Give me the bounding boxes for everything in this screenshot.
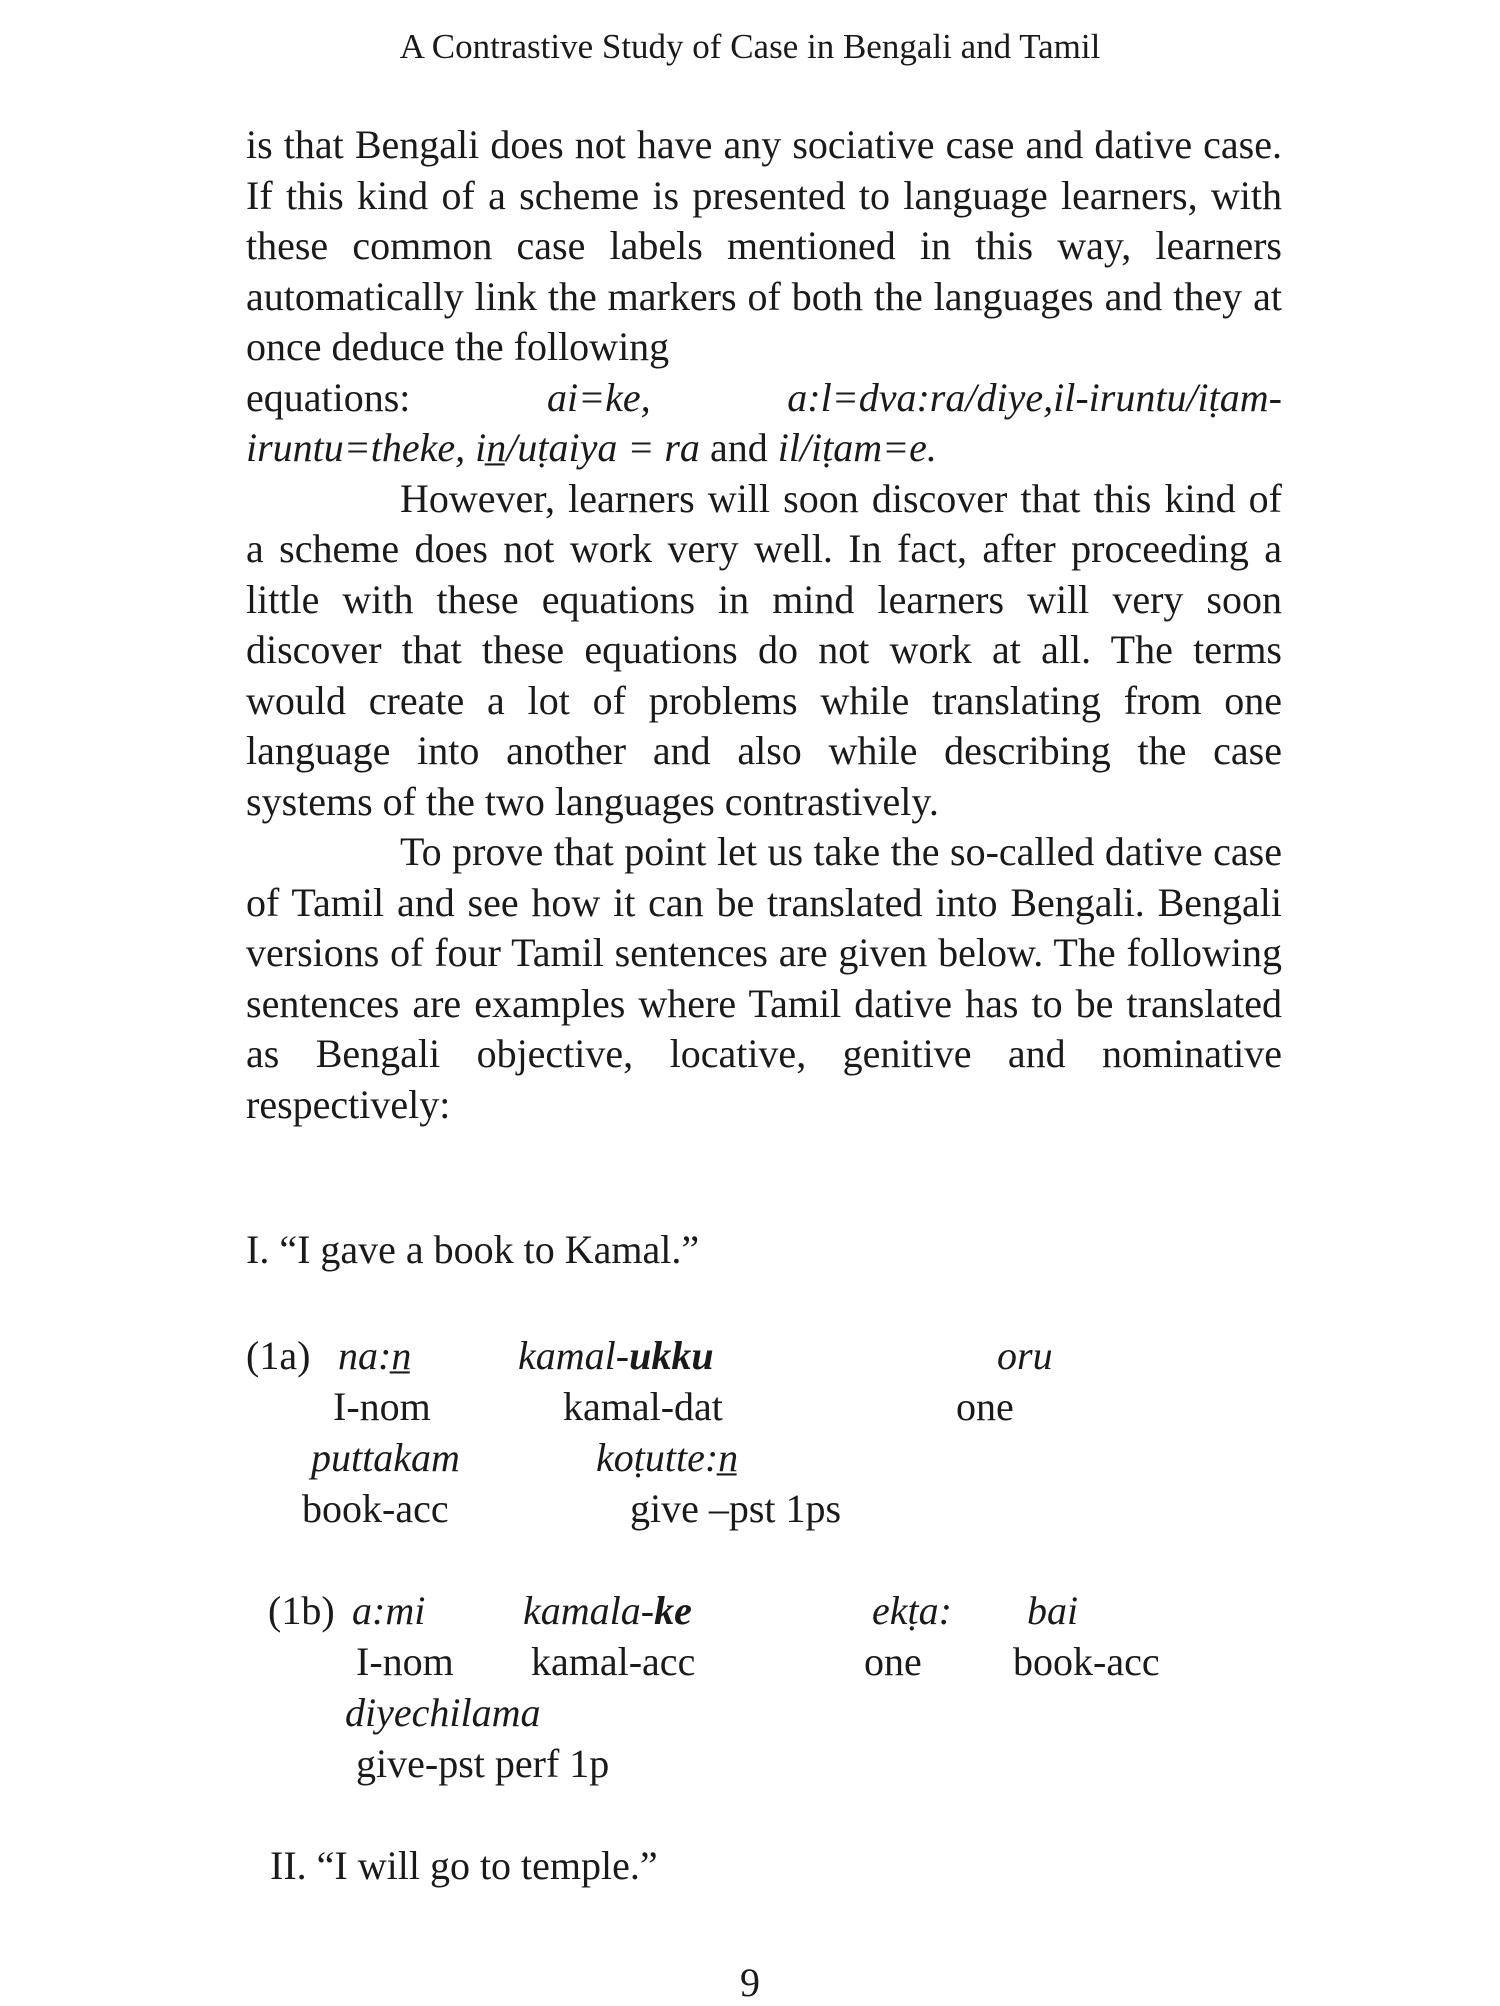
example-1b-gloss-4: book-acc [1013,1639,1160,1684]
example-1b-gloss-3: one [864,1639,922,1684]
body-text [246,120,1282,1130]
example-heading-1: I. “I gave a book to Kamal.” [246,1227,700,1272]
example-1a-word-1: na:n̲ [338,1333,412,1378]
example-1a-gloss-2: kamal-dat [563,1384,723,1429]
paragraph-lead: is that Bengali does not have any sociative case and dative case. If this kind of a scheme is presented to language learners, with these common case labels mentioned in this way, learners automatically link the markers of both the languages and they at once deduce the following [246,122,1282,369]
example-1b-word-5: diyechilama [345,1690,541,1735]
equation-3: iruntu=theke, in̲/uṭaiya = ra [246,425,700,470]
example-1b-gloss-2: kamal-acc [531,1639,696,1684]
example-1a-word-4: puttakam [311,1435,460,1480]
equations-tail [246,425,937,470]
equation-conjunction: and [699,425,778,470]
equations-label: equations: [246,374,411,420]
page-number: 9 [740,1960,760,2005]
example-1a-gloss-4: book-acc [302,1486,449,1531]
example-1a-gloss-3: one [956,1384,1014,1429]
example-1a-word-5: koṭutte:n̲ [596,1435,739,1480]
paragraph-to-prove: To prove that point let us take the so-called dative case of Tamil and see how it can be translated into Bengali. Bengali versions of four Tamil sentences are given below. The following sentences are examples where Tamil dative has to be translated as Bengali objective, locative, genitive and nominative respectively: [246,829,1282,1127]
example-1b-word-3: ekṭa: [872,1588,952,1633]
example-1a-word-2 [518,1333,714,1379]
example-1b-word-2-stem: kamala- [523,1588,655,1633]
example-1a-word-3: oru [997,1333,1053,1378]
example-1b-word-2 [523,1588,692,1634]
paragraph-however: However, learners will soon discover that this kind of a scheme does not work very well. In fact, after proceeding a little with these equations in mind learners will very soon discover that these equations do not work at all. The terms would create a lot of problems while translating from one language into another and also while describing the case systems of the two languages contrastively. [246,475,1282,824]
example-1b-word-1: a:mi [352,1588,426,1633]
example-1b-label: (1b) [268,1588,335,1633]
example-1a-gloss-1: I-nom [333,1384,431,1429]
example-1a-word-2-stem: kamal- [518,1333,630,1378]
equation-4: il/iṭam=e. [777,425,937,470]
example-1b-gloss-5: give-pst perf 1p [356,1741,610,1786]
equations-line [246,373,1282,424]
example-1b-word-2-case: ke [654,1588,692,1633]
example-1b-word-4: bai [1027,1588,1079,1633]
equation-1: ai=ke, [547,374,651,420]
example-1b-gloss-1: I-nom [356,1639,454,1684]
example-1a-label: (1a) [246,1333,311,1378]
example-1a-gloss-5: give –pst 1ps [630,1486,842,1531]
example-heading-2: II. “I will go to temple.” [270,1843,658,1888]
running-header: A Contrastive Study of Case in Bengali and Tamil [399,27,1101,66]
paragraph-continuation [246,120,1282,474]
equation-2: a:l=dva:ra/diye,il-iruntu/iṭam- [787,374,1282,420]
example-1a-word-2-case: ukku [629,1333,714,1378]
